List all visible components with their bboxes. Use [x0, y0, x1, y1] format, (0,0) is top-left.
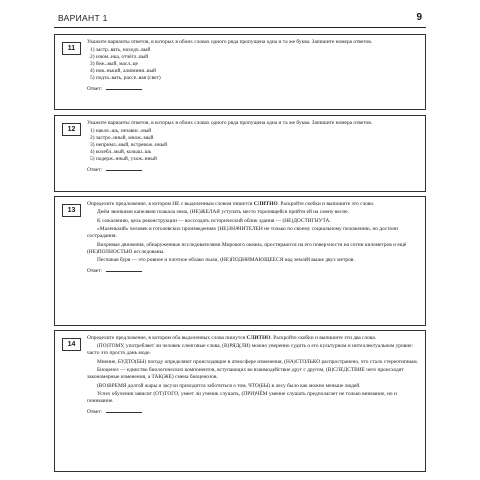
task-prompt: Определите предложение, в котором оба выделенных слова пишутся СЛИТНО. Раскройте скобки и выпишите эти два слова.	[87, 335, 377, 341]
answer-row	[87, 266, 419, 275]
task-content	[87, 120, 419, 174]
task-number: 11	[62, 42, 81, 55]
option: 3) непримл..мый, встревож..нный	[90, 142, 168, 148]
option: 1) застр..вать, находч..вый	[90, 47, 151, 53]
task-11	[54, 34, 426, 110]
task-prompt: Укажите варианты ответов, в которых в обоих словах одного ряда пропущена одна и та же буква. Запишите номера ответов.	[87, 120, 373, 126]
option: 1) накле..шь, независ..мый	[90, 128, 152, 134]
task-prompt: Укажите варианты ответов, в которых в обоих словах одного ряда пропущена одна и та же буква. Запишите номера ответов.	[87, 39, 373, 45]
task-14	[54, 330, 426, 472]
page-number: 9	[416, 12, 422, 23]
sentence: (ПО)ТОМУ, употребляет ли человек сленговые слова, (В)РЯД(ЛИ) можно уверенно судить о его культурном и интеллектуальном уровне: часто это просто дань моде.	[87, 343, 413, 356]
answer-line[interactable]	[106, 266, 142, 272]
task-number: 13	[62, 204, 81, 217]
answer-row	[87, 165, 419, 174]
option: 2) изюм..нка, отчётл..вый	[90, 54, 149, 60]
sentence: Песчаная буря — это ровное и плотное облако пыли, (НЕ)ПОДНИМАЮЩЕЕСЯ над землёй выше двух метров.	[97, 257, 355, 263]
option: 4) колебл..мый, колыш..шь	[90, 149, 152, 155]
task-12	[54, 115, 426, 192]
task-content	[87, 201, 419, 275]
sentence: Днём звонкими капелями плакала зима, (НЕ)ЖЕЛАЯ уступать место торопящейся прийти ей на смену весне.	[97, 209, 349, 215]
sentence: Успех обучения зависит (ОТ)ТОГО, умеет ли ученик слушать, (ПРИ)ЧЁМ умение слушать предполагает не только внимание, но и понимание.	[87, 391, 397, 404]
sentence: К сожалению, цель реконструкции — воссоздать исторический облик здания — (НЕ)ДОСТИГНУТА.	[97, 217, 331, 224]
option: 3) беж..вый, масл..це	[90, 61, 138, 67]
task-number: 12	[62, 123, 81, 136]
sentence: Мнение, БУДТО(БЫ) погоду определяют происходящие в атмосфере изменения, (НА)СТОЛЬКО распространено, что стало стереотипным.	[97, 358, 419, 365]
answer-row	[87, 407, 419, 416]
answer-row	[87, 84, 419, 93]
variant-label: ВАРИАНТ 1	[58, 13, 108, 23]
answer-label: Ответ:	[87, 268, 103, 274]
answer-line[interactable]	[106, 407, 142, 413]
answer-label: Ответ:	[87, 86, 103, 92]
page-header	[54, 13, 426, 28]
sentence: «Маленький» человек в гоголевских произведениях (НЕ)ЗНАЧИТЕЛЕН не только по своему социальному положению, но достоин сострадания.	[87, 226, 398, 239]
sentence: Биоценоз — единство биологических компонентов, вступающих во взаимодействие друг с другом, (В)СЛЕДСТВИЕ чего происходят закономерные изменения, а ТАК(ЖЕ) смена биоценозов.	[87, 367, 404, 380]
answer-label: Ответ:	[87, 409, 103, 415]
answer-label: Ответ:	[87, 167, 103, 173]
task-prompt: Определите предложение, в котором НЕ с выделенным словом пишется СЛИТНО. Раскройте скобки и выпишите это слово.	[87, 201, 375, 207]
sentence: (ВО)ВРЕМЯ долгой жары и засухи приходится заботиться о том, ЧТО(БЫ) в лесу было как можно меньше людей.	[97, 382, 361, 389]
option: 5) подта..вать, рассе..вая (свет)	[90, 75, 161, 81]
task-number: 14	[62, 338, 81, 351]
answer-line[interactable]	[106, 165, 142, 171]
option: 4) нов..нький, алюмини..вый	[90, 68, 156, 74]
sentence: Вихревые движения, обнаруженные исследователями Мирового океана, простираются на его поверхности на сотни километров и ещё (НЕ)ПОЛНОСТЬЮ исследованы.	[87, 241, 407, 255]
task-content	[87, 39, 419, 93]
task-13	[54, 196, 426, 326]
option: 2) застро..нный, множ..мый	[90, 135, 154, 141]
task-content	[87, 335, 419, 416]
option: 5) подерж..нный, ухож..нный	[90, 156, 157, 162]
answer-line[interactable]	[106, 84, 142, 90]
